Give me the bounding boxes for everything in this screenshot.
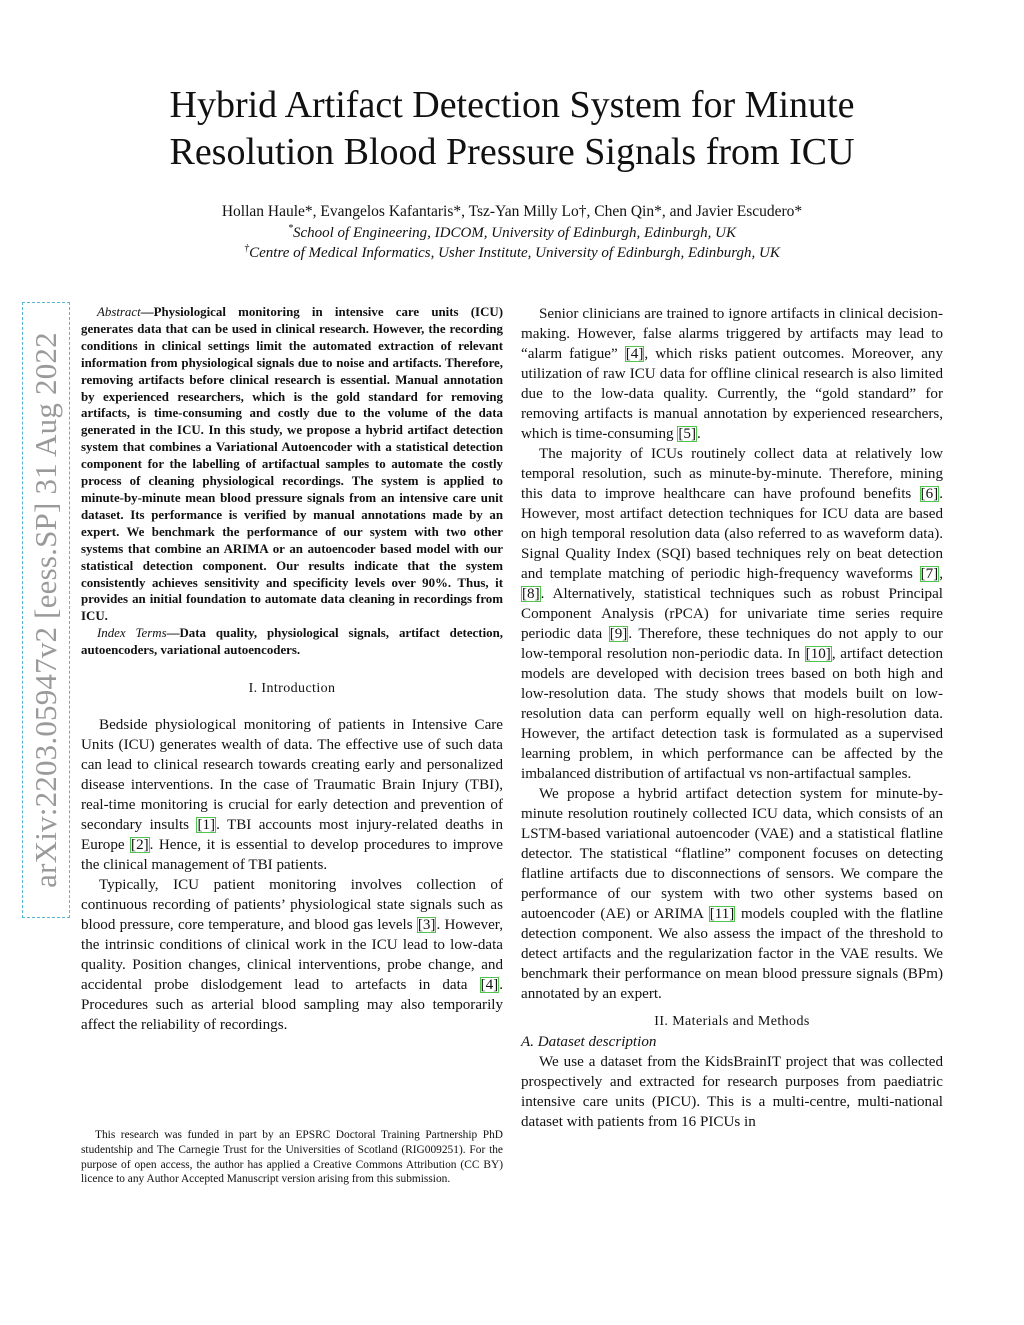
dataset-body	[521, 1052, 943, 1132]
citation-link[interactable]: [8]	[522, 586, 540, 602]
affiliation-2: †Centre of Medical Informatics, Usher Institute, University of Edinburgh, Edinburgh, UK	[244, 243, 780, 261]
affiliation-2-text: Centre of Medical Informatics, Usher Institute, University of Edinburgh, Edinburgh, UK	[249, 245, 780, 261]
abstract: Abstract—Physiological monitoring in intensive care units (ICU) generates data that can be used in clinical research. However, the recording conditions in clinical settings limit the automated extraction of relevant information from physiological signals due to noise and artifacts. Therefore, removing artifacts before clinical research is essential. Manual annotation by experienced researchers, which is the gold standard for removing artifacts, is time-consuming and costly due to the volume of the data generated in the ICU. In this study, we propose a hybrid artifact detection system that combines a Variational Autoencoder with a statistical detection component for the labelling of artifactual samples to automate the costly process of cleaning physiological recordings. The system is applied to minute-by-minute mean blood pressure signals from an intensive care unit dataset. Its performance is verified by manual annotations made by an expert. We benchmark the performance of our system with two other systems that combine an ARIMA or an autoencoder based model with our statistical detection component. Our results indicate that the system consistently achieves sensitivity and specificity levels over 90%. Thus, it provides an initial foundation to automate data cleaning in recordings from ICU. Index Terms—Data quality, physiological signals, artifact detection, autoencoders, variational autoencoders.	[81, 305, 503, 658]
affiliation-1-text: School of Engineering, IDCOM, University of Edinburgh, Edinburgh, UK	[292, 225, 736, 241]
right-column	[521, 304, 943, 1132]
abstract-label: Abstract	[97, 305, 141, 319]
intro-paragraph-4: The majority of ICUs routinely collect data at relatively low temporal resolution, such as minute-by-minute. Therefore, mining this data to improve healthcare can have profound benefits [6]. However, most artifact detection techniques for ICU data are based on high temporal resolution data (also referred to as waveform data). Signal Quality Index (SQI) based techniques rely on beat detection and template matching of periodic high-frequency waveforms [7], [8]. Alternatively, statistical techniques such as robust Principal Component Analysis (rPCA) for univariate time series require periodic data [9]. Therefore, these techniques do not apply to our low-temporal resolution non-periodic data. In [10], artifact detection models are developed with decision trees based on both high and low-resolution data. The study shows that models built on low-resolution data can perform equally well on high-resolution data. However, the artifact detection task is formulated as a supervised learning problem, in which performance can be affected by the imbalanced distribution of artifactual vs non-artifactual samples.	[521, 446, 944, 782]
citation-link[interactable]: [3]	[417, 917, 436, 934]
intro-paragraph-2: Typically, ICU patient monitoring involves collection of continuous recording of patients’ physiological state signals such as blood pressure, core temperature, and blood gas levels [3]. However, the intrinsic conditions of clinical work in the ICU lead to low-data quality. Position changes, clinical interventions, probe change, and accidental probe dislodgement lead to artefacts in data [4]. Procedures such as arterial blood sampling may also temporarily affect the reliability of recordings.	[81, 877, 503, 1034]
introduction-body-continued	[521, 304, 943, 1004]
citation-link[interactable]: [10]	[805, 646, 831, 662]
intro-paragraph-5: We propose a hybrid artifact detection system for minute-by-minute resolution routinely collected ICU data, which consists of an LSTM-based variational autoencoder (VAE) and a statistical flatline detector. The statistical “flatline” component focuses on detecting flatline artifacts due to disconnections of sensors. We compare the performance of our system with two other systems based on autoencoder (AE) or ARIMA [11] models coupled with the flatline detection component. We also assess the impact of the threshold to detect artifacts and the regularization factor in the VAE results. We benchmark their performance on mean blood pressure signals (BPm) annotated by an expert.	[521, 786, 943, 1002]
citation-link[interactable]: [9]	[609, 626, 628, 642]
intro-paragraph-1: Bedside physiological monitoring of patients in Intensive Care Units (ICU) generates wealth of data. The effective use of such data can lead to clinical research towards creating early and personalized disease interventions. In the case of Traumatic Brain Injury (TBI), real-time monitoring is crucial for early detection and prevention of secondary insults [1]. TBI accounts most injury-related deaths in Europe [2]. Hence, it is essential to develop procedures to improve the clinical management of TBI patients.	[81, 717, 503, 874]
section-heading-introduction: I. Introduction	[248, 681, 336, 697]
left-column	[81, 304, 503, 1035]
index-terms-label: Index Terms	[97, 626, 167, 641]
arxiv-stamp-text: arXiv:2203.05947v2 [eess.SP] 31 Aug 2022	[28, 332, 63, 888]
author-list	[100, 202, 924, 222]
index-terms-text: Data quality, physiological signals, artifact detection, autoencoders, variational autoencoders.	[81, 626, 503, 658]
citation-link[interactable]: [4]	[480, 977, 499, 994]
citation-link[interactable]: [5]	[678, 426, 696, 442]
funding-footnote: This research was funded in part by an EPSRC Doctoral Training Partnership PhD studentship and The Carnegie Trust for the Universities of Scotland (RIG009251). For the purpose of open access, the author has applied a Creative Commons Attribution (CC BY) licence to any Author Accepted Manuscript version arising from this submission.	[81, 1129, 503, 1186]
citation-link[interactable]: [6]	[920, 486, 939, 502]
abstract-text: Physiological monitoring in intensive care units (ICU) generates data that can be used in clinical research. However, the recording conditions in clinical settings limit the automated extraction of relevant information from physiological signals due to noise and artifacts. Therefore, removing artifacts before clinical research is essential. Manual annotation by experienced researchers, which is the gold standard for removing artifacts, is time-consuming and costly due to the volume of the data generated in the ICU. In this study, we propose a hybrid artifact detection system that combines a Variational Autoencoder with a statistical detection component for the labelling of artifactual samples to automate the costly process of cleaning physiological recordings. The system is applied to minute-by-minute mean blood pressure signals from an intensive care unit dataset. Its performance is verified by manual annotations made by an expert. We benchmark the performance of our system with two other systems that combine an ARIMA or an autoencoder based model with our statistical detection component. Our results indicate that the system consistently achieves sensitivity and specificity levels over 90%. Thus, it provides an initial foundation to automate data cleaning in recordings from ICU.	[81, 305, 503, 624]
section-heading-methods: II. Materials and Methods	[654, 1014, 810, 1029]
arxiv-sidebar-stamp	[22, 302, 70, 918]
paper-title: Hybrid Artifact Detection System for Minute Resolution Blood Pressure Signals from ICU	[169, 84, 855, 173]
citation-link[interactable]: [7]	[920, 566, 939, 582]
intro-paragraph-3: Senior clinicians are trained to ignore artifacts in clinical decision-making. However, false alarms triggered by artifacts may lead to “alarm fatigue” [4], which risks patient outcomes. Moreover, any utilization of raw ICU data for offline clinical research is also limited due to the low-data quality. Currently, the “gold standard” for removing artifacts is manual annotation by experienced researchers, which is time-consuming [5].	[521, 306, 943, 442]
introduction-body	[81, 715, 503, 1035]
citation-link[interactable]: [4]	[625, 346, 644, 362]
dataset-paragraph-1: We use a dataset from the KidsBrainIT project that was collected prospectively and extracted for research purposes from paediatric intensive care units (PICU). This is a multi-centre, multi-national dataset with patients from 16 PICUs in	[521, 1054, 943, 1130]
citation-link[interactable]: [11]	[709, 906, 735, 922]
citation-link[interactable]: [1]	[197, 817, 216, 834]
affiliation-1: *School of Engineering, IDCOM, University of Edinburgh, Edinburgh, UK	[287, 223, 736, 241]
subsection-heading-dataset: A. Dataset description	[521, 1034, 657, 1050]
authors-text: Hollan Haule*, Evangelos Kafantaris*, Tsz-Yan Milly Lo†, Chen Qin*, and Javier Escudero*	[221, 203, 803, 220]
citation-link[interactable]: [2]	[131, 837, 149, 854]
